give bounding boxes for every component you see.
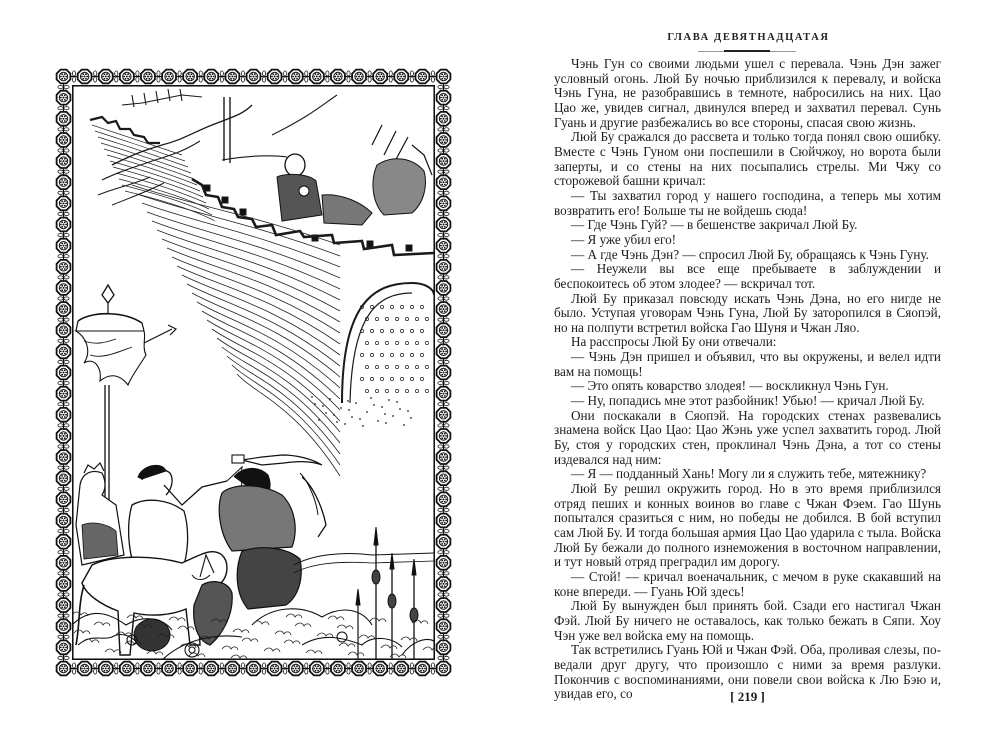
rosette-icon	[437, 175, 451, 189]
rosette-icon	[162, 70, 176, 84]
rosette-icon	[437, 577, 451, 591]
rosette-icon	[120, 70, 134, 84]
rosette-icon	[437, 281, 451, 295]
border-link-icon	[438, 401, 449, 407]
border-link-icon	[438, 422, 449, 428]
rosette-icon	[78, 662, 92, 676]
border-link-icon	[438, 465, 449, 471]
woodcut-illustration	[72, 85, 435, 660]
paragraph: Люй Бу решил окружить город. Но в это время приблизился отряд пеших и конных воинов во главе с Чжан Фэем. Гао Шунь попытался сразиться с ним, но победы не добился. В бой вступил сам Люй Бу. И тогда большая армия Цао Цао ударила с тыла. Войска Люй Бу бежали до полного изнеможения в восточном направлении, и тут новый отряд преградил им дорогу.	[554, 481, 941, 570]
border-link-icon	[438, 105, 449, 111]
rosette-icon	[437, 450, 451, 464]
border-link-icon	[303, 71, 309, 82]
rosette-icon	[57, 154, 71, 168]
rosette-icon	[247, 70, 261, 84]
border-link-icon	[261, 71, 267, 82]
rosette-icon	[57, 598, 71, 612]
border-link-icon	[58, 190, 69, 196]
rosette-icon	[57, 218, 71, 232]
rosette-icon	[331, 70, 345, 84]
rosette-icon	[78, 70, 92, 84]
rosette-icon	[162, 662, 176, 676]
spears	[294, 527, 434, 660]
border-link-icon	[58, 211, 69, 217]
border-link-icon	[134, 71, 140, 82]
border-link-icon	[177, 663, 183, 674]
rosette-icon	[310, 662, 324, 676]
border-link-icon	[438, 655, 449, 661]
border-link-icon	[58, 126, 69, 132]
rosette-icon	[373, 662, 387, 676]
rosette-icon	[289, 70, 303, 84]
paragraph: — Ну, попадись мне этот разбойник! Убью! — кричал Люй Бу.	[571, 393, 925, 409]
rosette-icon	[437, 366, 451, 380]
border-link-icon	[58, 655, 69, 661]
border-link-icon	[92, 663, 98, 674]
rosette-icon	[57, 408, 71, 422]
rosette-icon	[437, 196, 451, 210]
rosette-icon	[57, 196, 71, 210]
border-link-icon	[58, 507, 69, 513]
border-link-icon	[58, 465, 69, 471]
paragraph: На расспросы Люй Бу они отвечали:	[571, 334, 777, 350]
border-link-icon	[58, 380, 69, 386]
border-link-icon	[438, 380, 449, 386]
border-link-icon	[438, 148, 449, 154]
border-link-icon	[240, 71, 246, 82]
border-link-icon	[346, 71, 352, 82]
archer-figure	[277, 125, 432, 225]
border-link-icon	[438, 613, 449, 619]
border-link-icon	[409, 663, 415, 674]
border-link-icon	[71, 71, 77, 82]
paragraph: — А где Чэнь Дэн? — спросил Люй Бу, обращаясь к Чэнь Гуну.	[571, 246, 929, 262]
rosette-icon	[99, 662, 113, 676]
border-link-icon	[198, 71, 204, 82]
sword-warrior	[194, 455, 326, 645]
rosette-icon	[57, 450, 71, 464]
rosette-icon	[57, 70, 71, 84]
rosette-icon	[57, 577, 71, 591]
border-link-icon	[282, 71, 288, 82]
border-link-icon	[58, 232, 69, 238]
paragraph: Они поскакали в Сяопэй. На городских стенах развевались знамена войск Цао Цао: Цао Жэнь уже успел захватить город. Люй Бу, стоя у городских стен, проклинал Чэнь Дэна, а тот со стены издевался над ним:	[554, 407, 941, 467]
border-link-icon	[240, 663, 246, 674]
header-rule	[698, 50, 796, 52]
border-link-icon	[438, 570, 449, 576]
paragraph: — Где Чэнь Гуй? — в бешенстве закричал Люй Бу.	[571, 217, 858, 233]
border-link-icon	[113, 663, 119, 674]
border-link-icon	[198, 663, 204, 674]
rosette-icon	[437, 112, 451, 126]
border-link-icon	[438, 274, 449, 280]
rosette-icon	[437, 471, 451, 485]
header-rule-thick	[724, 50, 770, 52]
border-link-icon	[438, 84, 449, 90]
paragraph: — Это опять коварство злодея! — воскликнул Чэнь Гун.	[571, 378, 889, 394]
border-link-icon	[58, 486, 69, 492]
border-link-icon	[58, 613, 69, 619]
rosette-icon	[437, 70, 451, 84]
rosette-icon	[204, 70, 218, 84]
rosette-icon	[437, 556, 451, 570]
border-link-icon	[58, 422, 69, 428]
border-link-icon	[134, 663, 140, 674]
rosette-icon	[310, 70, 324, 84]
rosette-icon	[437, 323, 451, 337]
border-link-icon	[438, 211, 449, 217]
paragraph: — Я — подданный Хань! Могу ли я служить тебе, мятежнику?	[571, 466, 927, 482]
rosette-icon	[57, 323, 71, 337]
rosette-icon	[183, 662, 197, 676]
border-link-icon	[58, 274, 69, 280]
border-link-icon	[438, 486, 449, 492]
rosette-icon	[57, 239, 71, 253]
rosette-icon	[57, 640, 71, 654]
rosette-icon	[57, 260, 71, 274]
border-link-icon	[438, 126, 449, 132]
rosette-icon	[437, 514, 451, 528]
rosette-icon	[57, 492, 71, 506]
border-link-icon	[58, 84, 69, 90]
rosette-icon	[437, 91, 451, 105]
paragraph: Чэнь Гун со своими людьми ушел с перевала. Чэнь Дэн зажег условный огонь. Люй Бу ночью приблизился к перевалу, и войска Чэнь Гуна, не разобравшись в темноте, набросились на них. Цао Цао же, увидев сигнал, двинулся вперед и захватил перевал. Сунь Гуань и другие разбежались во все стороны, спасая свою жизнь.	[554, 56, 941, 130]
rosette-icon	[437, 408, 451, 422]
rosette-icon	[394, 662, 408, 676]
border-link-icon	[58, 296, 69, 302]
rosette-icon	[57, 281, 71, 295]
border-link-icon	[438, 317, 449, 323]
border-link-icon	[388, 663, 394, 674]
rosette-icon	[141, 70, 155, 84]
rosette-icon	[437, 429, 451, 443]
border-link-icon	[438, 338, 449, 344]
border-link-icon	[438, 592, 449, 598]
border-link-icon	[438, 296, 449, 302]
rosette-icon	[416, 70, 430, 84]
rosette-icon	[226, 70, 240, 84]
border-link-icon	[346, 663, 352, 674]
rosette-icon	[437, 492, 451, 506]
rosette-icon	[57, 471, 71, 485]
paragraph: — Неужели вы все еще пребываете в заблуждении и беспокоитесь об этом злодее? — вскричал тот.	[554, 261, 941, 291]
border-link-icon	[58, 444, 69, 450]
rosette-icon	[437, 154, 451, 168]
rosette-icon	[57, 112, 71, 126]
border-link-icon	[58, 317, 69, 323]
border-link-icon	[58, 401, 69, 407]
border-link-icon	[388, 71, 394, 82]
rosette-icon	[437, 598, 451, 612]
border-link-icon	[58, 253, 69, 259]
rosette-icon	[437, 662, 451, 676]
paragraph: Так встретились Гуань Юй и Чжан Фэй. Оба, проливая слезы, поведали друг другу, что произошло с ними за время разлуки. Покончив с воспоминаниями, они повели свои войска к Лю Бэю и, увидав его, со	[554, 642, 941, 702]
border-link-icon	[219, 663, 225, 674]
rosette-icon	[247, 662, 261, 676]
rosette-icon	[437, 535, 451, 549]
border-link-icon	[261, 663, 267, 674]
border-link-icon	[324, 71, 330, 82]
border-link-icon	[438, 507, 449, 513]
rosette-icon	[57, 619, 71, 633]
rosette-icon	[57, 344, 71, 358]
rosette-icon	[183, 70, 197, 84]
rosette-icon	[204, 662, 218, 676]
border-link-icon	[438, 549, 449, 555]
rosette-icon	[289, 662, 303, 676]
battle-scene-illustration	[72, 85, 435, 660]
rosette-icon	[437, 640, 451, 654]
border-link-icon	[430, 663, 436, 674]
paragraph: — Я уже убил его!	[571, 231, 677, 247]
rosette-icon	[57, 175, 71, 189]
border-link-icon	[156, 663, 162, 674]
rosette-icon	[226, 662, 240, 676]
rosette-icon	[437, 133, 451, 147]
paragraph: — Стой! — кричал военачальник, с мечом в руке скакавший на коне впереди. — Гуань Юй здесь!	[554, 568, 941, 599]
border-link-icon	[71, 663, 77, 674]
border-link-icon	[58, 105, 69, 111]
rosette-icon	[141, 662, 155, 676]
border-link-icon	[177, 71, 183, 82]
paragraph: — Чэнь Дэн пришел и объявил, что вы окружены, и велел идти вам на помощь!	[554, 349, 941, 379]
rosette-icon	[57, 514, 71, 528]
rosette-icon	[57, 556, 71, 570]
border-link-icon	[430, 71, 436, 82]
border-link-icon	[219, 71, 225, 82]
paragraph: Люй Бу вынужден был принять бой. Сзади его настигал Чжан Фэй. Люй Бу ничего не оставалось, как только бежать в Сяпи. Хоу Чэн уже вел войска ему на помощь.	[554, 598, 941, 643]
border-link-icon	[438, 253, 449, 259]
border-link-icon	[438, 444, 449, 450]
rosette-icon	[57, 366, 71, 380]
border-link-icon	[58, 570, 69, 576]
border-link-icon	[58, 592, 69, 598]
rosette-icon	[99, 70, 113, 84]
border-link-icon	[156, 71, 162, 82]
rosette-icon	[352, 70, 366, 84]
rosette-icon	[437, 344, 451, 358]
rosette-icon	[373, 70, 387, 84]
border-link-icon	[409, 71, 415, 82]
rosette-icon	[57, 387, 71, 401]
border-link-icon	[438, 634, 449, 640]
border-link-icon	[58, 549, 69, 555]
rosette-icon	[437, 239, 451, 253]
border-link-icon	[438, 232, 449, 238]
border-link-icon	[438, 190, 449, 196]
rosette-icon	[416, 662, 430, 676]
city-wall-drawing	[90, 89, 434, 476]
rosette-icon	[437, 260, 451, 274]
border-link-icon	[58, 338, 69, 344]
border-link-icon	[58, 148, 69, 154]
rosette-icon	[57, 535, 71, 549]
rosette-icon	[268, 70, 282, 84]
border-link-icon	[282, 663, 288, 674]
rosette-icon	[394, 70, 408, 84]
border-link-icon	[58, 528, 69, 534]
rosette-icon	[57, 91, 71, 105]
rosette-icon	[57, 662, 71, 676]
running-head: ГЛАВА ДЕВЯТНАДЦАТАЯ	[667, 32, 830, 43]
paragraph: Люй Бу приказал повсюду искать Чэнь Дэна, но его нигде не было. Уступая уговорам Чэнь Гуна, Люй Бу заторопился в Сяопэй, но на полпути встретил войска Гао Шуня и Чжан Ляо.	[554, 290, 941, 335]
rosette-icon	[437, 302, 451, 316]
border-link-icon	[324, 663, 330, 674]
border-link-icon	[58, 359, 69, 365]
border-link-icon	[303, 663, 309, 674]
border-link-icon	[438, 528, 449, 534]
rosette-icon	[120, 662, 134, 676]
rosette-icon	[57, 133, 71, 147]
paragraph: — Ты захватил город у нашего господина, а теперь мы хотим возвратить его! Больше ты не войдешь сюда!	[554, 187, 941, 218]
border-link-icon	[438, 359, 449, 365]
rosette-icon	[437, 387, 451, 401]
rosette-icon	[268, 662, 282, 676]
body-text	[554, 57, 941, 702]
border-link-icon	[113, 71, 119, 82]
page-number: [ 219 ]	[730, 689, 765, 704]
rosette-icon	[437, 218, 451, 232]
border-link-icon	[58, 169, 69, 175]
rosette-icon	[437, 619, 451, 633]
border-link-icon	[58, 634, 69, 640]
rosette-icon	[57, 302, 71, 316]
paragraph: Люй Бу сражался до рассвета и только тогда понял свою ошибку. Вместе с Чэнь Гуном они поспешили в Сюйчжоу, но ворота были заперты, и со стены на них посыпались стрелы. Ми Чжу со сторожевой башни кричал:	[554, 129, 941, 189]
border-link-icon	[367, 71, 373, 82]
border-link-icon	[367, 663, 373, 674]
border-link-icon	[92, 71, 98, 82]
rosette-icon	[57, 429, 71, 443]
border-link-icon	[438, 169, 449, 175]
rosette-icon	[331, 662, 345, 676]
rosette-icon	[352, 662, 366, 676]
